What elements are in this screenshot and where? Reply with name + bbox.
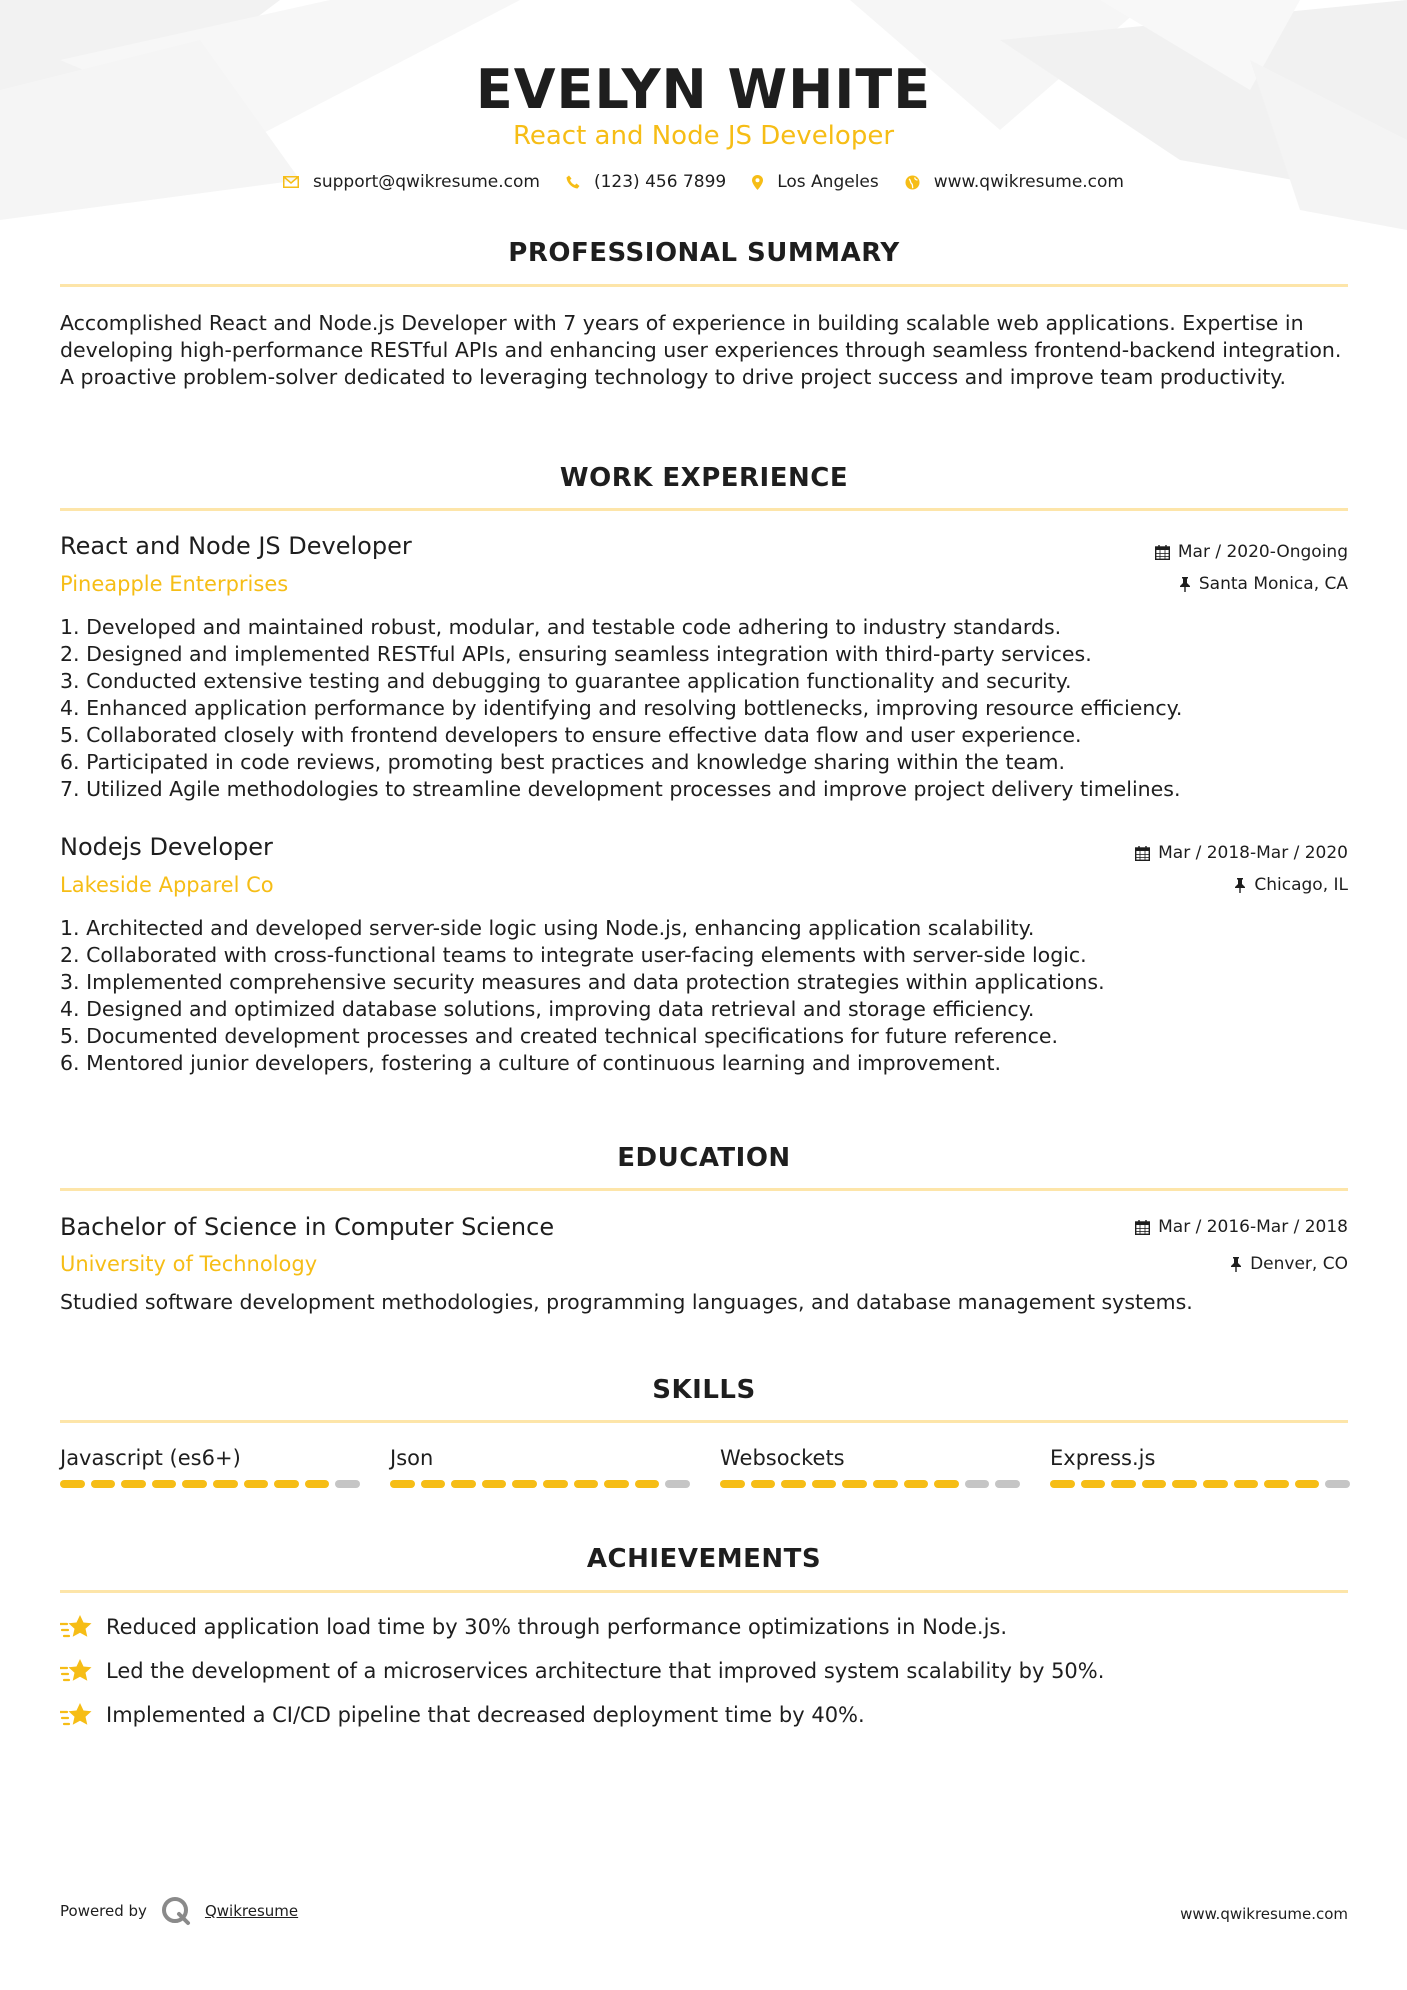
skill-segment-filled xyxy=(751,1480,776,1488)
website-text: www.qwikresume.com xyxy=(933,172,1124,192)
skill-segment-filled xyxy=(574,1480,599,1488)
skill-segment-filled xyxy=(604,1480,629,1488)
skill-item xyxy=(60,1446,360,1488)
skill-segment-filled xyxy=(1295,1480,1320,1488)
job-date xyxy=(1155,542,1348,562)
job-company: Pineapple Enterprises xyxy=(60,572,289,596)
skill-segment-filled xyxy=(1111,1480,1136,1488)
job-title: Nodejs Developer xyxy=(60,833,273,861)
star-achievement-icon xyxy=(60,1658,92,1684)
candidate-role: React and Node JS Developer xyxy=(512,121,895,151)
skill-segment-filled xyxy=(451,1480,476,1488)
job-location xyxy=(1179,574,1348,594)
skill-segment-filled xyxy=(274,1480,299,1488)
pushpin-icon xyxy=(1234,878,1246,893)
job-responsibilities xyxy=(60,614,1350,803)
skill-segment-filled xyxy=(213,1480,238,1488)
pushpin-icon xyxy=(1230,1257,1242,1272)
skill-item xyxy=(1050,1446,1350,1488)
education-date-text: Mar / 2016-Mar / 2018 xyxy=(1158,1217,1348,1237)
contact-email[interactable] xyxy=(283,172,540,192)
map-pin-icon xyxy=(752,175,763,190)
skill-item xyxy=(390,1446,690,1488)
achievement-item xyxy=(60,1702,865,1728)
phone-icon xyxy=(566,175,580,189)
location-text: Los Angeles xyxy=(777,172,879,192)
calendar-icon xyxy=(1155,545,1170,560)
skill-segment-filled xyxy=(781,1480,806,1488)
education-heading: EDUCATION xyxy=(617,1143,791,1173)
list-item: 4. Enhanced application performance by identifying and resolving bottlenecks, improving resource efficiency. xyxy=(60,696,1183,720)
skill-segment-filled xyxy=(1264,1480,1289,1488)
calendar-icon xyxy=(1135,846,1150,861)
skill-name: Javascript (es6+) xyxy=(60,1446,241,1470)
education-divider xyxy=(60,1188,1348,1191)
skill-segment-empty xyxy=(965,1480,990,1488)
achievements-heading: ACHIEVEMENTS xyxy=(586,1544,822,1574)
contact-phone[interactable] xyxy=(566,172,726,192)
skill-name: Json xyxy=(390,1446,434,1470)
job-date-text: Mar / 2020-Ongoing xyxy=(1177,542,1348,562)
skill-segment-filled xyxy=(720,1480,745,1488)
skill-segment-empty xyxy=(1325,1480,1350,1488)
skill-segment-empty xyxy=(335,1480,360,1488)
skill-level-bar xyxy=(1050,1480,1350,1488)
skill-segment-filled xyxy=(390,1480,415,1488)
star-achievement-icon xyxy=(60,1614,92,1640)
summary-divider xyxy=(60,284,1348,287)
skills-divider xyxy=(60,1420,1348,1423)
skill-segment-filled xyxy=(244,1480,269,1488)
skill-segment-filled xyxy=(873,1480,898,1488)
skill-segment-filled xyxy=(904,1480,929,1488)
list-item: 2. Designed and implemented RESTful APIs, ensuring seamless integration with third-party services. xyxy=(60,642,1092,666)
powered-by-label: Powered by xyxy=(60,1902,147,1920)
skill-segment-filled xyxy=(482,1480,507,1488)
skill-level-bar xyxy=(390,1480,690,1488)
education-location-text: Denver, CO xyxy=(1250,1254,1348,1274)
education-location xyxy=(1230,1254,1348,1274)
list-item: 2. Collaborated with cross-functional teams to integrate user-facing elements with server-side logic. xyxy=(60,943,1087,967)
list-item: 5. Collaborated closely with frontend developers to ensure effective data flow and user experience. xyxy=(60,723,1082,747)
list-item: 6. Participated in code reviews, promoting best practices and knowledge sharing within the team. xyxy=(60,750,1066,774)
achievement-text: Reduced application load time by 30% through performance optimizations in Node.js. xyxy=(106,1615,1008,1639)
resume-header xyxy=(0,58,1407,152)
skill-segment-filled xyxy=(1081,1480,1106,1488)
achievement-text: Implemented a CI/CD pipeline that decreased deployment time by 40%. xyxy=(106,1703,865,1727)
calendar-icon xyxy=(1135,1220,1150,1235)
globe-icon xyxy=(905,175,920,190)
contact-website[interactable] xyxy=(905,172,1124,192)
skill-segment-filled xyxy=(934,1480,959,1488)
skill-name: Websockets xyxy=(720,1446,845,1470)
skills-list xyxy=(60,1446,1350,1488)
skill-segment-filled xyxy=(152,1480,177,1488)
summary-text: Accomplished React and Node.js Developer with 7 years of experience in building scalable web applications. Expertise in developing high-performance RESTful APIs and enhancing user experiences through seamless frontend-backend integration. A proactive problem-solver dedicated to leveraging technology to drive project success and improve team productivity. xyxy=(60,311,1342,389)
skill-segment-filled xyxy=(182,1480,207,1488)
skill-segment-filled xyxy=(842,1480,867,1488)
star-achievement-icon xyxy=(60,1702,92,1728)
job-responsibilities xyxy=(60,915,1350,1077)
skills-heading: SKILLS xyxy=(652,1375,756,1405)
skill-segment-filled xyxy=(1050,1480,1075,1488)
job-date xyxy=(1135,843,1348,863)
job-location xyxy=(1234,875,1348,895)
contact-location xyxy=(752,172,879,192)
skill-segment-filled xyxy=(1172,1480,1197,1488)
degree-title: Bachelor of Science in Computer Science xyxy=(60,1213,555,1241)
skill-segment-filled xyxy=(1142,1480,1167,1488)
list-item: 1. Developed and maintained robust, modular, and testable code adhering to industry standards. xyxy=(60,615,1062,639)
school-name: University of Technology xyxy=(60,1252,318,1276)
phone-text: (123) 456 7899 xyxy=(593,172,727,192)
education-date xyxy=(1135,1217,1348,1237)
experience-heading: WORK EXPERIENCE xyxy=(559,463,849,493)
list-item: 3. Conducted extensive testing and debugging to guarantee application functionality and security. xyxy=(60,669,1072,693)
footer-website-link[interactable]: www.qwikresume.com xyxy=(1180,1905,1348,1923)
skill-segment-filled xyxy=(421,1480,446,1488)
education-description: Studied software development methodologies, programming languages, and database management systems. xyxy=(60,1290,1193,1314)
list-item: 7. Utilized Agile methodologies to streamline development processes and improve project delivery timelines. xyxy=(60,777,1181,801)
qwikresume-logo-icon xyxy=(161,1896,191,1926)
candidate-name: EVELYN WHITE xyxy=(475,58,932,121)
skill-segment-filled xyxy=(121,1480,146,1488)
summary-heading: PROFESSIONAL SUMMARY xyxy=(508,238,900,268)
skill-segment-filled xyxy=(91,1480,116,1488)
skill-segment-filled xyxy=(60,1480,85,1488)
skill-item xyxy=(720,1446,1020,1488)
footer-powered-by xyxy=(60,1896,298,1926)
achievements-divider xyxy=(60,1590,1348,1593)
qwikresume-link[interactable]: Qwikresume xyxy=(204,1902,299,1920)
contact-bar xyxy=(0,172,1407,192)
achievement-item xyxy=(60,1658,1104,1684)
job-title: React and Node JS Developer xyxy=(60,532,412,560)
skill-segment-empty xyxy=(995,1480,1020,1488)
skill-segment-filled xyxy=(635,1480,660,1488)
list-item: 1. Architected and developed server-side logic using Node.js, enhancing application scalability. xyxy=(60,916,1035,940)
list-item: 6. Mentored junior developers, fostering a culture of continuous learning and improvement. xyxy=(60,1051,1002,1075)
skill-segment-empty xyxy=(665,1480,690,1488)
skill-level-bar xyxy=(60,1480,360,1488)
job-date-text: Mar / 2018-Mar / 2020 xyxy=(1158,843,1348,863)
job-company: Lakeside Apparel Co xyxy=(60,873,274,897)
job-location-text: Santa Monica, CA xyxy=(1198,574,1348,594)
envelope-icon xyxy=(283,176,299,188)
skill-segment-filled xyxy=(1234,1480,1259,1488)
experience-divider xyxy=(60,508,1348,511)
skill-name: Express.js xyxy=(1050,1446,1156,1470)
email-text: support@qwikresume.com xyxy=(313,172,540,192)
job-location-text: Chicago, IL xyxy=(1254,875,1348,895)
list-item: 3. Implemented comprehensive security measures and data protection strategies within applications. xyxy=(60,970,1105,994)
skill-segment-filled xyxy=(812,1480,837,1488)
skill-segment-filled xyxy=(543,1480,568,1488)
pushpin-icon xyxy=(1179,577,1191,592)
skill-segment-filled xyxy=(512,1480,537,1488)
list-item: 4. Designed and optimized database solutions, improving data retrieval and storage efficiency. xyxy=(60,997,1035,1021)
achievement-text: Led the development of a microservices architecture that improved system scalability by 50%. xyxy=(106,1659,1105,1683)
skill-segment-filled xyxy=(1203,1480,1228,1488)
list-item: 5. Documented development processes and created technical specifications for future reference. xyxy=(60,1024,1059,1048)
skill-level-bar xyxy=(720,1480,1020,1488)
achievement-item xyxy=(60,1614,1007,1640)
skill-segment-filled xyxy=(305,1480,330,1488)
